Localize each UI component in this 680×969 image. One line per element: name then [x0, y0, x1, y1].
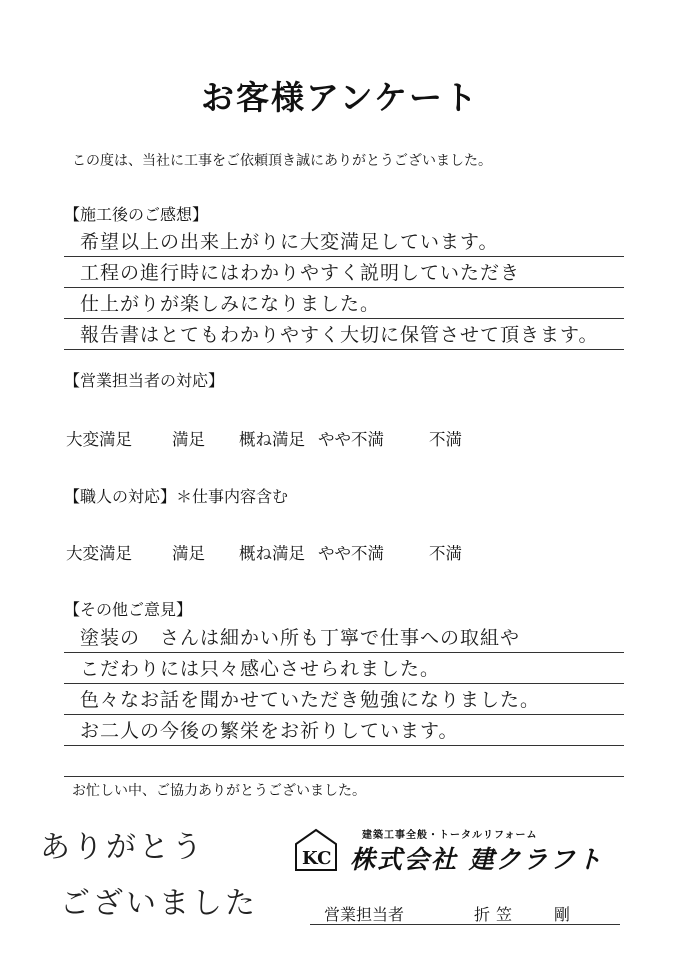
logo-company-name: 株式会社 建クラフト [350, 845, 604, 874]
rating-option[interactable]: 大変満足 [66, 544, 132, 563]
handwritten-answer: 色々なお話を聞かせていただき勉強になりました。 [80, 689, 541, 711]
answer-line [64, 715, 624, 746]
logo-mark-text: KC [302, 848, 332, 869]
answer-line [64, 226, 624, 257]
answer-line [64, 288, 624, 319]
rating-option[interactable]: 不満 [429, 430, 462, 449]
handwritten-thanks: ありがとう [40, 830, 205, 865]
handwritten-answer: 報告書はとてもわかりやすく大切に保管させて頂きます。 [80, 324, 599, 346]
company-logo [294, 826, 624, 876]
staff-label: 営業担当者 [324, 905, 405, 924]
answer-line [64, 319, 624, 350]
staff-surname: 折笠 [474, 905, 519, 924]
logo-tagline: 建築工事全般・トータルリフォーム [362, 830, 538, 841]
answer-line [64, 684, 624, 715]
section-sales-heading: 【営業担当者の対応】 [64, 371, 225, 390]
section-other-lines [64, 622, 624, 777]
handwritten-thanks: ございました [60, 886, 258, 921]
answer-line [64, 622, 624, 653]
handwritten-answer: 仕上がりが楽しみになりました。 [80, 293, 381, 315]
handwritten-answer: こだわりには只々感心させられました。 [80, 658, 441, 680]
section-impressions-lines [64, 226, 624, 350]
section-other-heading: 【その他ご意見】 [64, 600, 193, 619]
section-craftsman-heading: 【職人の対応】＊仕事内容含む [64, 487, 289, 506]
logo-mark-icon [294, 828, 338, 872]
page-title: お客様アンケート [200, 78, 480, 117]
handwritten-answer: お二人の今後の繁栄をお祈りしています。 [80, 720, 459, 742]
section-impressions-heading: 【施工後のご感想】 [64, 205, 209, 224]
closing-text: お忙しい中、ご協力ありがとうございました。 [72, 783, 366, 799]
handwritten-answer: 工程の進行時にはわかりやすく説明していただき [80, 262, 521, 284]
staff-given-name: 剛 [554, 905, 571, 924]
rating-option[interactable]: 概ね満足 [239, 544, 305, 563]
answer-line [64, 653, 624, 684]
sales-staff-line [310, 898, 620, 925]
answer-line [64, 746, 624, 777]
handwritten-answer: 塗装の さんは細かい所も丁寧で仕事への取組や [80, 627, 521, 649]
rating-option[interactable]: 満足 [172, 430, 205, 449]
rating-option[interactable]: 満足 [172, 544, 205, 563]
rating-option[interactable]: 概ね満足 [239, 430, 305, 449]
rating-option[interactable]: やや不満 [318, 544, 384, 563]
handwritten-answer: 希望以上の出来上がりに大変満足しています。 [80, 231, 499, 253]
rating-option[interactable]: 不満 [429, 544, 462, 563]
rating-option[interactable]: やや不満 [318, 430, 384, 449]
answer-line [64, 257, 624, 288]
rating-option[interactable]: 大変満足 [66, 430, 132, 449]
intro-text: この度は、当社に工事をご依頼頂き誠にありがとうございました。 [72, 153, 492, 169]
